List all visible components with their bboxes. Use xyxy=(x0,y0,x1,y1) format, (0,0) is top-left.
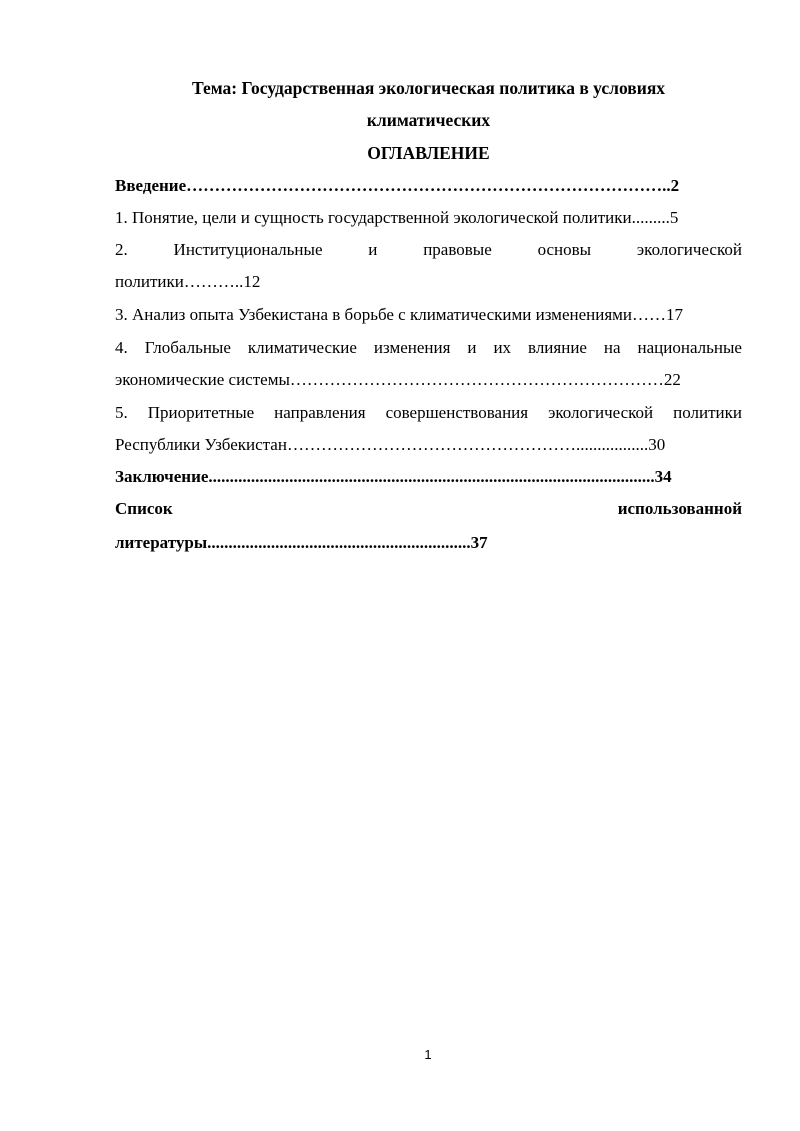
toc-word: правовые xyxy=(423,240,492,259)
toc-word: совершенствования xyxy=(385,403,529,422)
toc-word: изменения xyxy=(373,338,451,357)
toc-word: 2. xyxy=(115,240,128,259)
toc-entry-5-line-1 xyxy=(115,403,742,423)
toc-word: их xyxy=(493,338,512,357)
toc-entry-2-line-2: политики………..12 xyxy=(115,272,261,291)
toc-entry-conclusion: Заключение.........................................................................................................34 xyxy=(115,467,672,486)
toc-entry-3: 3. Анализ опыта Узбекистана в борьбе с климатическими изменениями……17 xyxy=(115,305,683,324)
toc-entry-introduction: Введение…………………………………………………………………………..2 xyxy=(115,176,680,195)
toc-word: и xyxy=(467,338,477,357)
toc-word: Институциональные xyxy=(173,240,323,259)
toc-entry-1: 1. Понятие, цели и сущность государственной экологической политики.........5 xyxy=(115,208,679,227)
toc-entry-references-line-1 xyxy=(115,499,742,519)
toc-entry-4-line-1 xyxy=(115,338,742,358)
toc-word: национальные xyxy=(637,338,742,357)
toc-word: на xyxy=(603,338,621,357)
toc-word: экологической xyxy=(636,240,742,259)
toc-word: Глобальные xyxy=(144,338,231,357)
toc-heading: ОГЛАВЛЕНИЕ xyxy=(367,143,490,163)
toc-word: основы xyxy=(537,240,592,259)
toc-entry-5-line-2: Республики Узбекистан…………………………………………….................30 xyxy=(115,435,666,454)
toc-word: климатические xyxy=(247,338,357,357)
toc-word: использованной xyxy=(617,499,742,518)
toc-word: экологической xyxy=(548,403,654,422)
toc-entry-4-line-2: экономические системы…………………………………………………………22 xyxy=(115,370,681,389)
toc-word: 5. xyxy=(115,403,128,422)
toc-word: и xyxy=(368,240,378,259)
toc-word: влияние xyxy=(528,338,587,357)
toc-word: Список xyxy=(115,499,173,518)
document-title-line-1: Тема: Государственная экологическая политика в условиях xyxy=(191,78,666,98)
toc-word: направления xyxy=(274,403,366,422)
toc-word: 4. xyxy=(115,338,128,357)
toc-word: Приоритетные xyxy=(147,403,255,422)
document-title-line-2: климатических xyxy=(366,110,491,130)
toc-entry-2-line-1 xyxy=(115,240,742,260)
toc-entry-references-line-2: литературы..............................................................37 xyxy=(115,533,488,552)
toc-word: политики xyxy=(673,403,742,422)
page-number: 1 xyxy=(424,1047,432,1062)
